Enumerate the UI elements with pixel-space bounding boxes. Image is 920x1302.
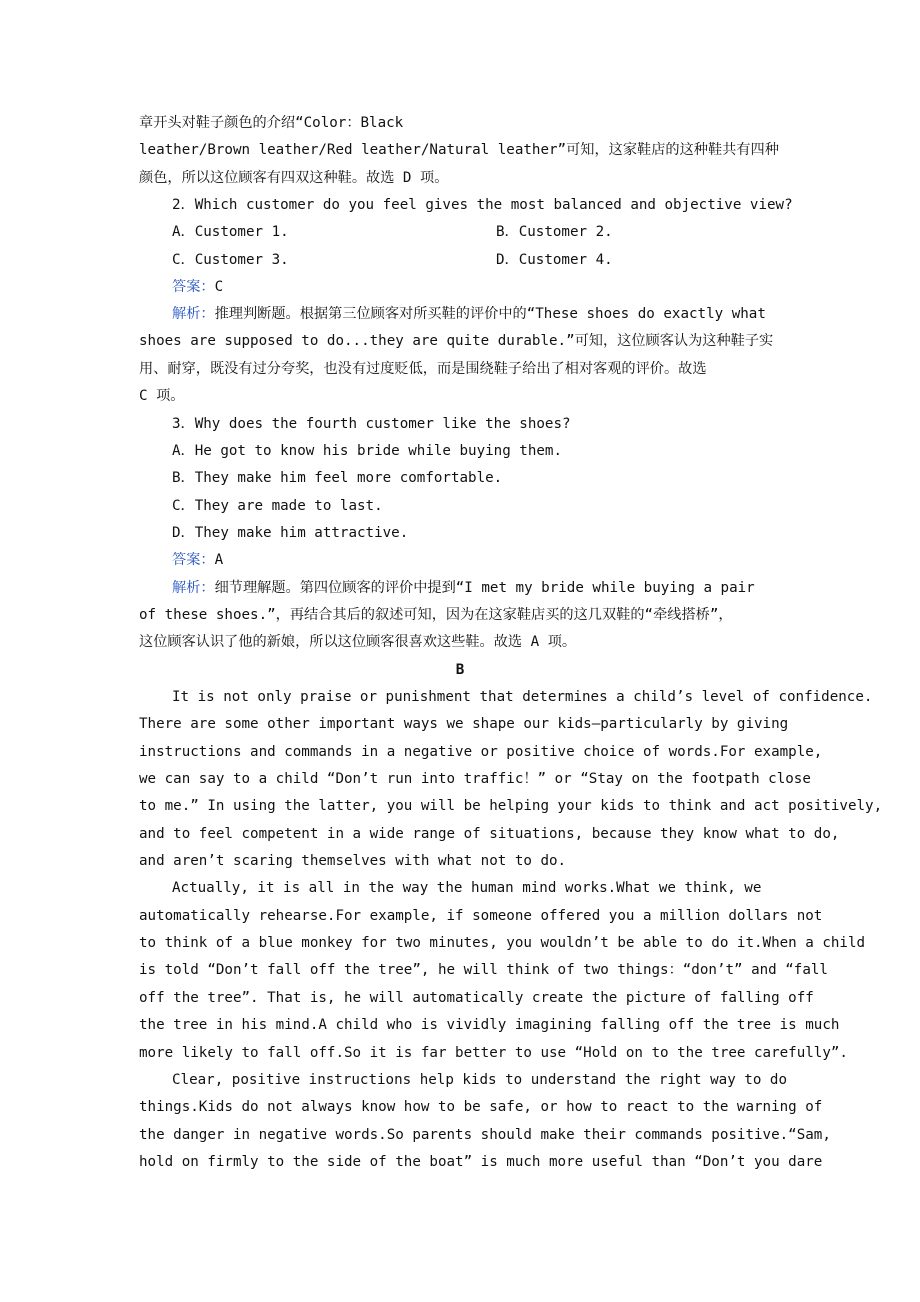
q2-answer	[172, 277, 223, 297]
q3-question: 3．Why does the fourth customer like the shoes?	[172, 416, 571, 432]
passage-line: Actually, it is all in the way the human mind works.What we think, we	[172, 880, 762, 896]
passage-line: we can say to a child “Don’t run into traffic！” or “Stay on the footpath close	[139, 771, 811, 787]
q2-explanation-line: shoes are supposed to do...they are quite durable.”可知，这位顾客认为这种鞋子实	[139, 333, 774, 349]
q2-explanation-line: C 项。	[139, 388, 185, 404]
q2-option-c: C．Customer 3.	[172, 252, 289, 268]
q3-explanation-line: 这位顾客认识了他的新娘，所以这位顾客很喜欢这些鞋。故选 A 项。	[139, 634, 577, 650]
answer-value: A	[214, 552, 224, 568]
passage-line: Clear, positive instructions help kids to understand the right way to do	[172, 1072, 787, 1088]
passage-line: automatically rehearse.For example, if someone offered you a million dollars not	[139, 908, 823, 924]
passage-line: and to feel competent in a wide range of situations, because they know what to do,	[139, 826, 840, 842]
passage-line: to think of a blue monkey for two minutes, you wouldn’t be able to do it.When a child	[139, 935, 866, 951]
passage-line: to me.” In using the latter, you will be helping your kids to think and act positively,	[139, 798, 883, 814]
q3-explanation-line	[172, 578, 755, 598]
section-heading: B	[455, 662, 465, 678]
q3-option-a: A．He got to know his bride while buying them.	[172, 443, 563, 459]
q2-option-a: A．Customer 1.	[172, 224, 289, 240]
q1-explanation-line: leather/Brown leather/Red leather/Natural leather”可知，这家鞋店的这种鞋共有四种	[139, 142, 779, 158]
passage-line: things.Kids do not always know how to be safe, or how to react to the warning of	[139, 1099, 823, 1115]
q3-option-d: D．They make him attractive.	[172, 525, 409, 541]
passage-line: It is not only praise or punishment that determines a child’s level of confidence.	[172, 689, 873, 705]
q2-explanation-line: 用、耐穿，既没有过分夸奖，也没有过度贬低，而是围绕鞋子给出了相对客观的评价。故选	[139, 361, 707, 377]
q1-explanation-line: 颜色，所以这位顾客有四双这种鞋。故选 D 项。	[139, 170, 449, 186]
passage-line: instructions and commands in a negative or positive choice of words.For example,	[139, 744, 823, 760]
q2-option-b: B．Customer 2.	[496, 224, 613, 240]
q3-option-c: C．They are made to last.	[172, 498, 383, 514]
explanation-text: 细节理解题。第四位顾客的评价中提到“I met my bride while buying a pair	[214, 580, 755, 596]
explanation-text: 推理判断题。根据第三位顾客对所买鞋的评价中的“These shoes do exactly what	[214, 306, 766, 322]
passage-line: more likely to fall off.So it is far better to use “Hold on to the tree carefully”.	[139, 1045, 848, 1061]
q1-explanation-line: 章开头对鞋子颜色的介绍“Color：Black	[139, 115, 404, 131]
q2-option-d: D．Customer 4.	[496, 252, 613, 268]
explanation-label: 解析：	[172, 306, 215, 322]
q2-question: 2．Which customer do you feel gives the most balanced and objective view?	[172, 197, 793, 213]
answer-label: 答案：	[172, 552, 215, 568]
passage-line: and aren’t scaring themselves with what not to do.	[139, 853, 567, 869]
passage-line: There are some other important ways we shape our kids—particularly by giving	[139, 716, 789, 732]
answer-value: C	[214, 279, 224, 295]
explanation-label: 解析：	[172, 580, 215, 596]
q3-answer	[172, 550, 223, 570]
answer-label: 答案：	[172, 279, 215, 295]
passage-line: hold on firmly to the side of the boat” is much more useful than “Don’t you dare	[139, 1154, 823, 1170]
passage-line: is told “Don’t fall off the tree”, he will think of two things：“don’t” and “fall	[139, 962, 828, 978]
q3-explanation-line: of these shoes.”，再结合其后的叙述可知，因为在这家鞋店买的这几双鞋的“牵线搭桥”，	[139, 607, 733, 623]
passage-line: the tree in his mind.A child who is vividly imagining falling off the tree is much	[139, 1017, 840, 1033]
q3-option-b: B．They make him feel more comfortable.	[172, 470, 503, 486]
passage-line: off the tree”. That is, he will automatically create the picture of falling off	[139, 990, 814, 1006]
q2-explanation-line	[172, 304, 766, 324]
passage-line: the danger in negative words.So parents should make their commands positive.“Sam,	[139, 1127, 831, 1143]
